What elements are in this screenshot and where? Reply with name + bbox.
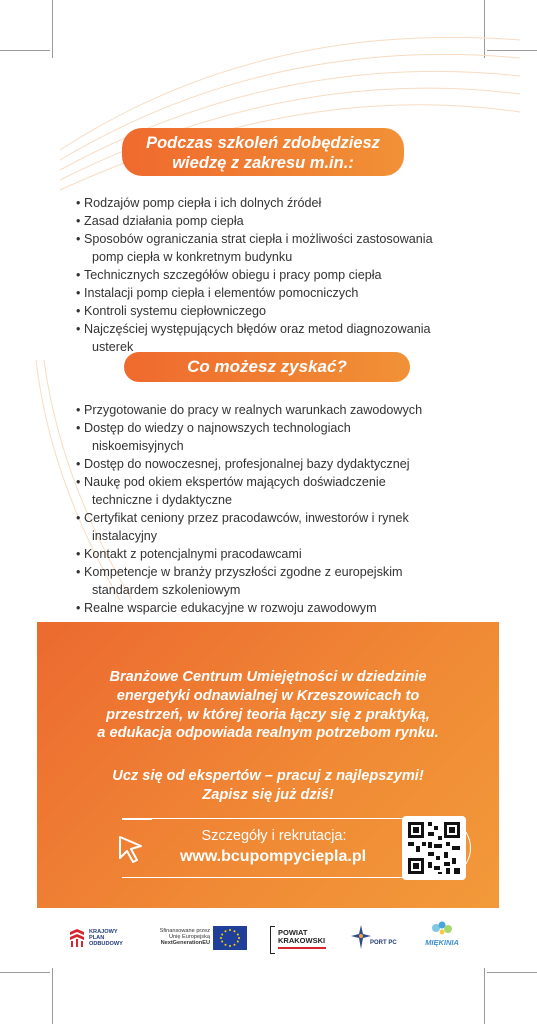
kpo-text: KRAJOWY	[89, 929, 118, 935]
list-item: • Realne wsparcie edukacyjne w rozwoju zawodowym	[76, 601, 377, 615]
partner-logos	[0, 918, 537, 968]
powiat-bracket-icon	[270, 926, 275, 954]
eu-text: Unię Europejską	[168, 934, 210, 941]
promo-call	[37, 767, 499, 805]
cta-url-link[interactable]: www.bcupompyciepla.pl	[179, 848, 367, 865]
crop-mark	[487, 50, 537, 51]
knowledge-list	[0, 194, 484, 356]
benefits-list	[0, 401, 484, 617]
promo-line: przestrzeń, w której teoria łączy się z praktyką,	[106, 706, 430, 723]
kpo-flag-icon	[68, 928, 86, 948]
port-pc-text: PORT PC	[370, 940, 397, 946]
list-item: • Instalacji pomp ciepła i elementów pomocniczych	[76, 286, 359, 300]
eu-text: NextGenerationEU	[160, 940, 210, 947]
section-heading-knowledge	[122, 128, 404, 176]
list-item: • Sposobów ograniczania strat ciepła i możliwości zastosowania pomp ciepła w konkretnym budynku	[76, 232, 433, 264]
heading-line: Podczas szkoleń zdobędziesz	[146, 134, 380, 152]
promo-line: a edukacja odpowiada realnym potrzebom rynku.	[97, 725, 439, 742]
list-item: • Kompetencje w branży przyszłości zgodne z europejskim standardem szkoleniowym	[76, 565, 403, 597]
heading-line: wiedzę z zakresu m.in.:	[172, 154, 354, 172]
port-pc-star-icon	[350, 924, 372, 950]
qr-code[interactable]	[402, 816, 466, 880]
kpo-text: ODBUDOWY	[89, 941, 123, 948]
crop-mark	[484, 968, 485, 1024]
promo-line: Ucz się od ekspertów – pracuj z najlepszymi!	[112, 768, 424, 784]
crop-mark	[484, 0, 485, 58]
kpo-text: PLAN	[89, 935, 105, 942]
cursor-icon	[117, 834, 145, 864]
list-item: • Przygotowanie do pracy w realnych warunkach zawodowych	[76, 403, 423, 417]
miekinia-flower-icon	[422, 920, 462, 940]
list-item: • Technicznych szczegółów obiegu i pracy pomp ciepła	[76, 268, 382, 282]
crop-mark	[52, 0, 53, 58]
qr-code-icon	[402, 816, 466, 880]
list-item: • Najczęściej występujących błędów oraz metod diagnozowania usterek	[76, 322, 431, 354]
eu-text: Sfinansowane przez	[159, 928, 210, 934]
list-item: • Zasad działania pomp ciepła	[76, 214, 244, 228]
list-item: • Naukę pod okiem ekspertów mających doświadczenie techniczne i dydaktyczne	[76, 475, 386, 507]
list-item: • Certyfikat ceniony przez pracodawców, inwestorów i rynek instalacyjny	[76, 511, 409, 543]
eu-flag-icon	[213, 926, 247, 950]
list-item: • Rodzajów pomp ciepła i ich dolnych źródeł	[76, 196, 322, 210]
crop-mark	[52, 968, 53, 1024]
promo-line: Zapisz się już dziś!	[202, 786, 334, 803]
cta-label: Szczegóły i rekrutacja:	[201, 828, 347, 844]
promo-line: energetyki odnawialnej w Krzeszowicach to	[116, 687, 420, 704]
powiat-text: KRAKOWSKI	[278, 936, 326, 945]
cta-frame-line	[122, 818, 152, 820]
crop-mark	[0, 972, 50, 973]
section-heading-benefits: Co możesz zyskać?	[124, 352, 410, 382]
list-item: • Dostęp do nowoczesnej, profesjonalnej bazy dydaktycznej	[76, 457, 410, 471]
list-item: • Dostęp do wiedzy o najnowszych technologiach niskoemisyjnych	[76, 421, 351, 453]
crop-mark	[0, 50, 50, 51]
promo-line: Branżowe Centrum Umiejętności w dziedzinie	[109, 669, 427, 685]
promo-paragraph	[37, 668, 499, 743]
powiat-underline	[278, 947, 326, 949]
powiat-text: POWIAT	[278, 928, 308, 937]
list-item: • Kontroli systemu ciepłowniczego	[76, 304, 266, 318]
miekinia-text: MIĘKINIA	[425, 938, 459, 947]
list-item: • Kontakt z potencjalnymi pracodawcami	[76, 547, 302, 561]
crop-mark	[487, 972, 537, 973]
